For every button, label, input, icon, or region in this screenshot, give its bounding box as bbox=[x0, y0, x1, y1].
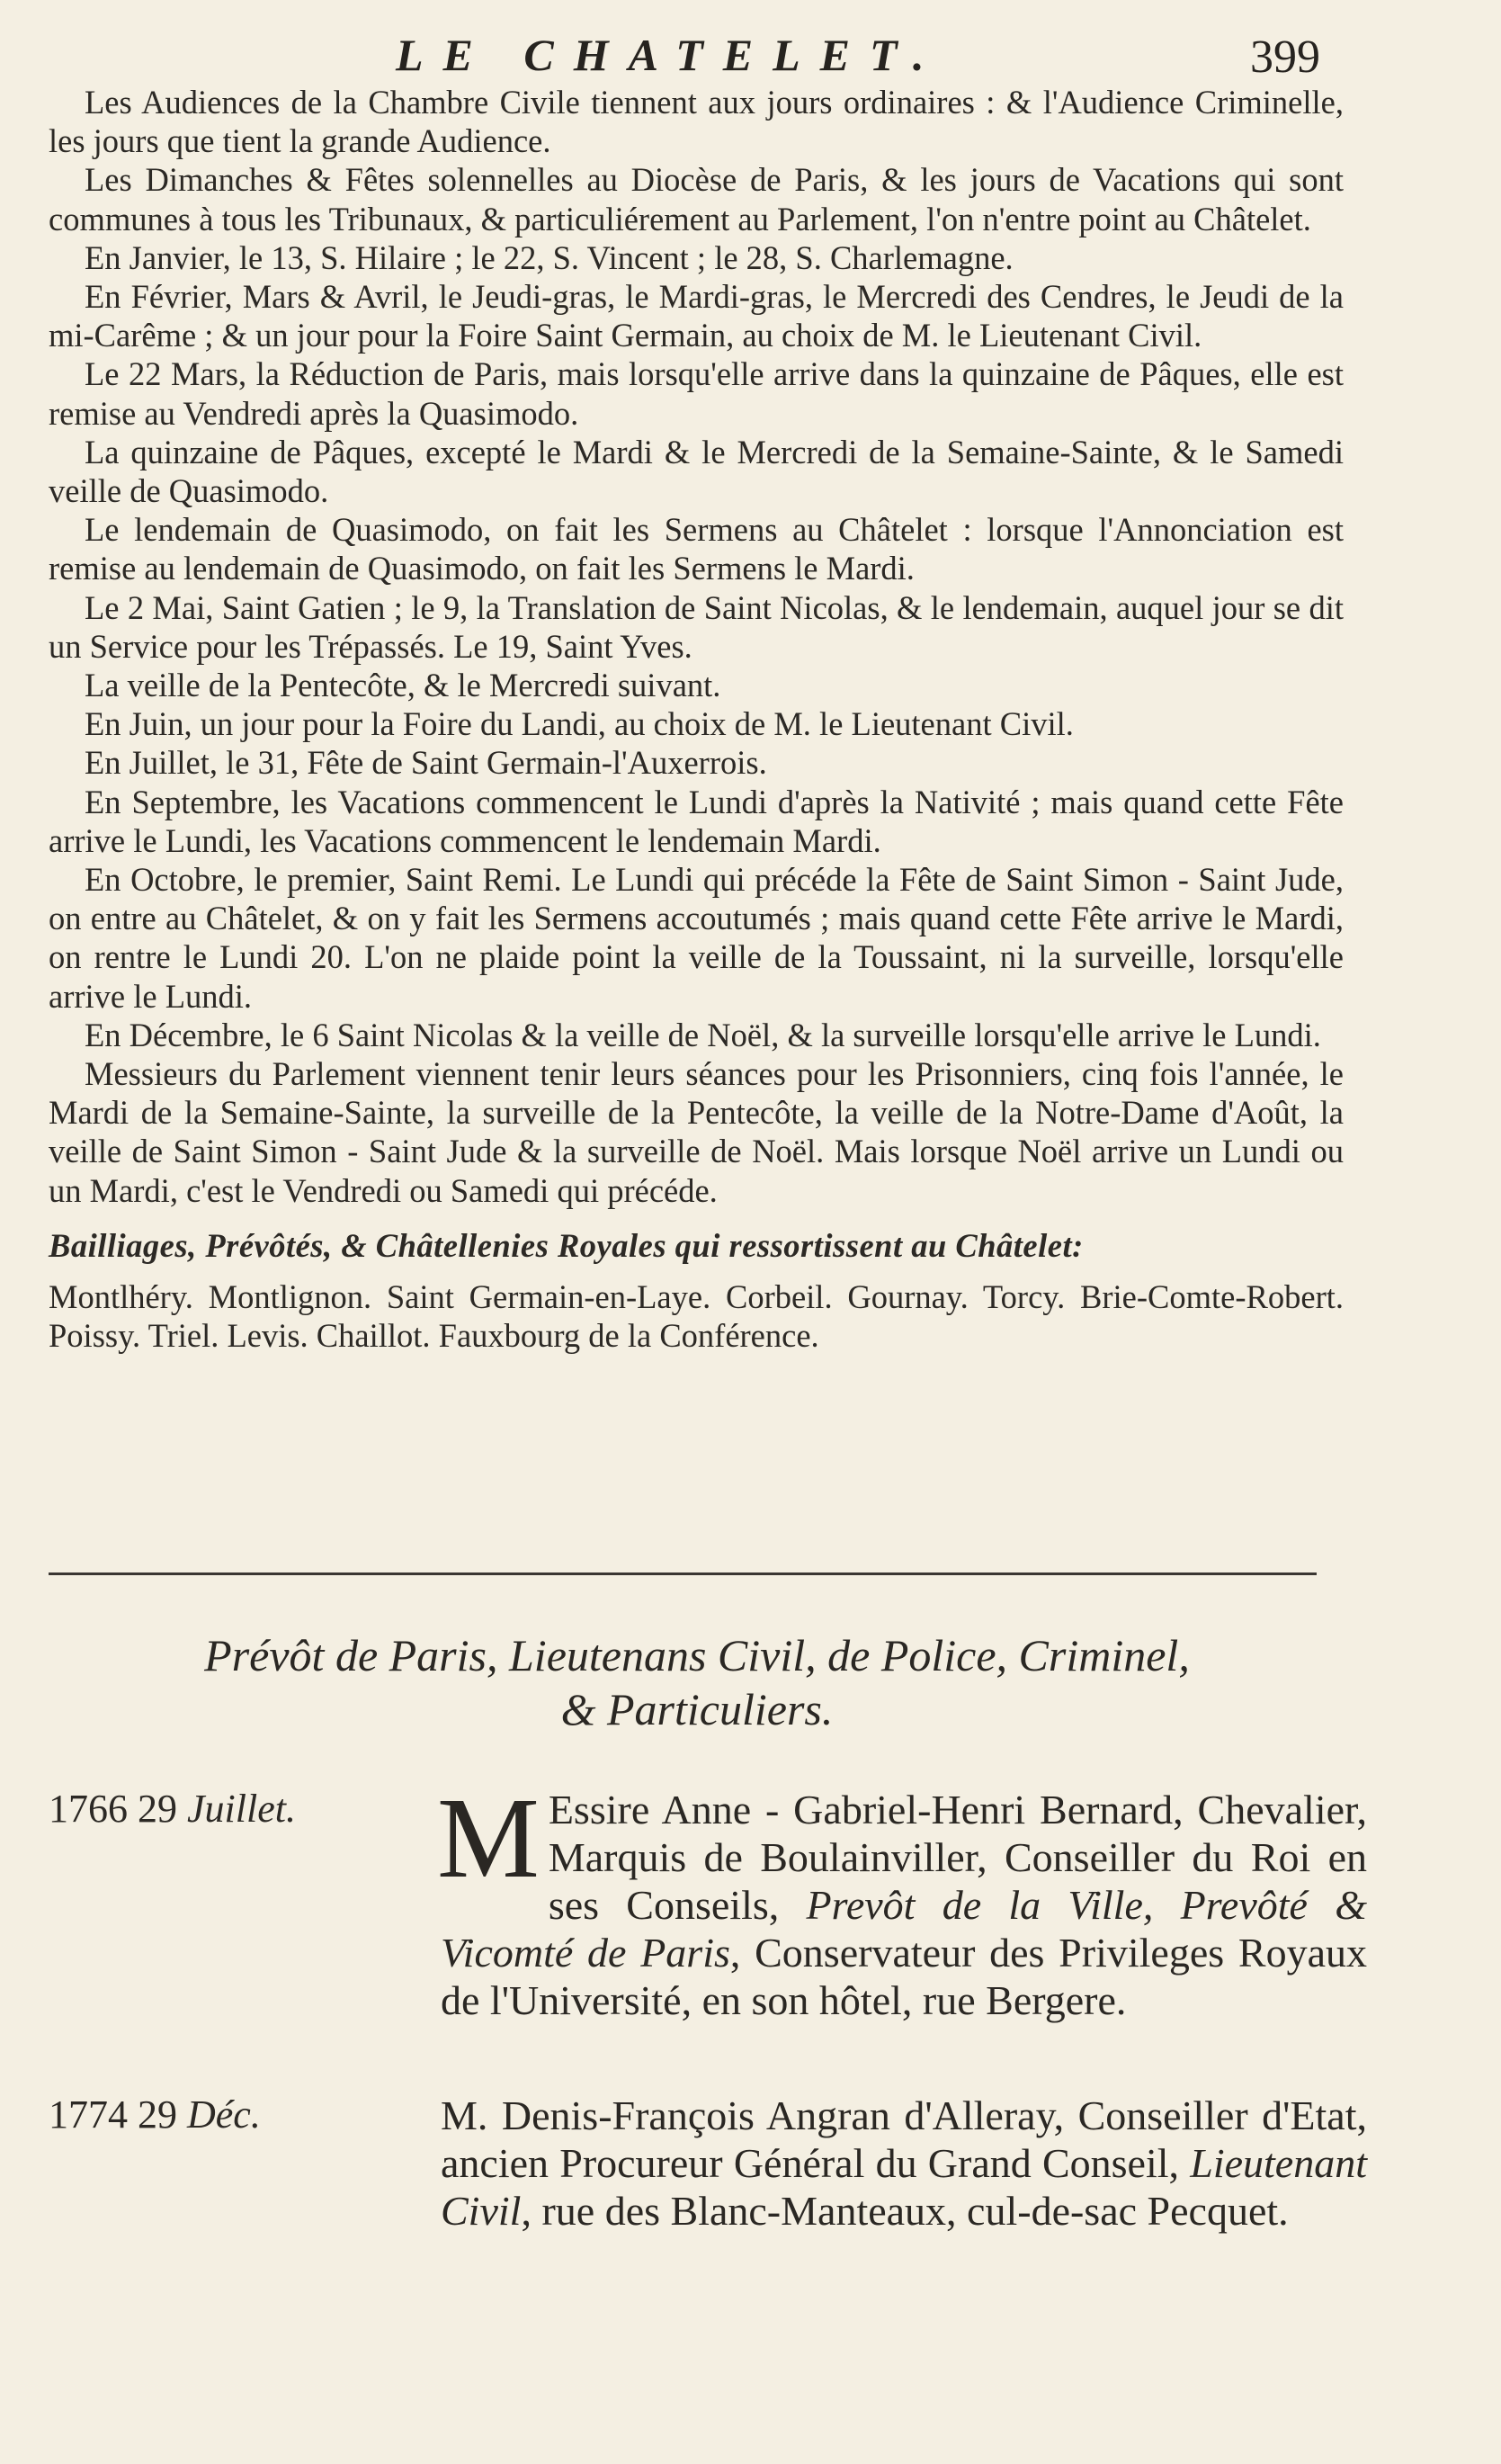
paragraph: Le 22 Mars, la Réduction de Paris, mais lorsqu'elle arrive dans la quinzaine de Pâques, elle est remise au Vendredi après la Quasimodo. bbox=[49, 355, 1344, 432]
entry-day: 29 bbox=[138, 2092, 177, 2137]
paragraph: En Juillet, le 31, Fête de Saint Germain-l'Auxerrois. bbox=[85, 744, 767, 782]
drop-cap: M bbox=[437, 1774, 540, 1902]
paragraph: En Juin, un jour pour la Foire du Landi, au choix de M. le Lieutenant Civil. bbox=[85, 705, 1074, 743]
paragraph: Le lendemain de Quasimodo, on fait les Sermens au Châtelet : lorsque l'Annonciation est remise au lendemain de Quasimodo, on fait les Sermens le Mardi. bbox=[49, 511, 1344, 587]
paragraph: En Février, Mars & Avril, le Jeudi-gras, le Mardi-gras, le Mercredi des Cendres, le Jeudi de la mi-Carême ; & un jour pour la Foire Saint Germain, au choix de M. le Lieutenant Civil. bbox=[49, 278, 1344, 354]
entry-title-italic: Prevôt de la Ville, Prevôté & Vicomté de Paris bbox=[441, 1882, 1367, 1976]
paragraph: En Septembre, les Vacations commencent le Lundi d'après la Nativité ; mais quand cette Fête arrive le Lundi, les Vacations commencent le lendemain Mardi. bbox=[49, 783, 1344, 859]
entry-date bbox=[49, 1786, 390, 1832]
entry-title-italic: Lieutenant Civil bbox=[441, 2140, 1367, 2234]
paragraph: Le 2 Mai, Saint Gatien ; le 9, la Translation de Saint Nicolas, & le lendemain, auquel jour se dit un Service pour les Trépassés. Le 19, Saint Yves. bbox=[49, 588, 1344, 665]
horizontal-rule bbox=[49, 1572, 1317, 1575]
paragraph: Les Audiences de la Chambre Civile tiennent aux jours ordinaires : & l'Audience Criminelle, les jours que tient la grande Audience. bbox=[49, 84, 1344, 160]
entry-text-part: , rue des Blanc-Manteaux, cul-de-sac Pecquet. bbox=[521, 2188, 1289, 2234]
section-title bbox=[90, 1628, 1304, 1736]
paragraph: Les Dimanches & Fêtes solennelles au Diocèse de Paris, & les jours de Vacations qui sont communes à tous les Tribunaux, & particuliérement au Parlement, l'on n'entre point au Châtelet. bbox=[49, 161, 1344, 237]
entry-month: Déc. bbox=[187, 2092, 261, 2137]
paragraph: Messieurs du Parlement viennent tenir leurs séances pour les Prisonniers, cinq fois l'année, le Mardi de la Semaine-Sainte, la surveille de la Pentecôte, la veille de la Notre-Dame d'Août, la veille de Saint Simon - Saint Jude & la surveille de Noël. Mais lorsque Noël arrive un Lundi ou un Mardi, c'est le Vendredi ou Samedi qui précéde. bbox=[49, 1055, 1344, 1209]
entry-text-part: M. Denis-François Angran d'Alleray, Conseiller d'Etat, ancien Procureur Général du Grand Conseil, bbox=[441, 2092, 1367, 2186]
entry-text bbox=[437, 1774, 1367, 2024]
paragraph: En Janvier, le 13, S. Hilaire ; le 22, S. Vincent ; le 28, S. Charlemagne. bbox=[85, 238, 1014, 276]
entry-day: 29 bbox=[138, 1787, 177, 1831]
entry-month: Juillet. bbox=[187, 1787, 296, 1831]
entry-date bbox=[49, 2092, 390, 2137]
entry-text bbox=[441, 2092, 1367, 2235]
paragraph: En Décembre, le 6 Saint Nicolas & la veille de Noël, & la surveille lorsqu'elle arrive le Lundi. bbox=[85, 1016, 1321, 1053]
body-text bbox=[49, 83, 1344, 1356]
bailliages-list: Montlhéry. Montlignon. Saint Germain-en-Laye. Corbeil. Gournay. Torcy. Brie-Comte-Robert. Poissy. Triel. Levis. Chaillot. Fauxbourg de la Conférence. bbox=[49, 1278, 1344, 1355]
running-title: LE CHATELET. bbox=[396, 30, 944, 80]
section-title-line: & Particuliers. bbox=[560, 1684, 834, 1734]
paragraph: La veille de la Pentecôte, & le Mercredi suivant. bbox=[85, 667, 721, 704]
entry-year: 1766 bbox=[49, 1787, 128, 1831]
entry-text-part: Essire Anne - Gabriel-Henri Bernard, Chevalier, Marquis de Boulainviller, Conseiller du Roi en ses Conseils, bbox=[548, 1787, 1367, 1928]
bailliages-heading: Bailliages, Prévôtés, & Châtellenies Royales qui ressortissent au Châtelet: bbox=[49, 1226, 1084, 1264]
page-number: 399 bbox=[1250, 31, 1320, 83]
paragraph: La quinzaine de Pâques, excepté le Mardi & le Mercredi de la Semaine-Sainte, & le Samedi veille de Quasimodo. bbox=[49, 433, 1344, 510]
entry-year: 1774 bbox=[49, 2092, 128, 2137]
paragraph: En Octobre, le premier, Saint Remi. Le Lundi qui précéde la Fête de Saint Simon - Saint Jude, on entre au Châtelet, & on y fait les Sermens accoutumés ; mais quand cette Fête arrive le Mardi, on rentre le Lundi 20. L'on ne plaide point la veille de la Toussaint, ni la surveille, lorsqu'elle arrive le Lundi. bbox=[49, 861, 1344, 1015]
entry-text-part: , Conservateur des Privileges Royaux de l'Université, en son hôtel, rue Bergere. bbox=[441, 1930, 1367, 2023]
section-title-line: Prévôt de Paris, Lieutenans Civil, de Police, Criminel, bbox=[204, 1630, 1190, 1680]
